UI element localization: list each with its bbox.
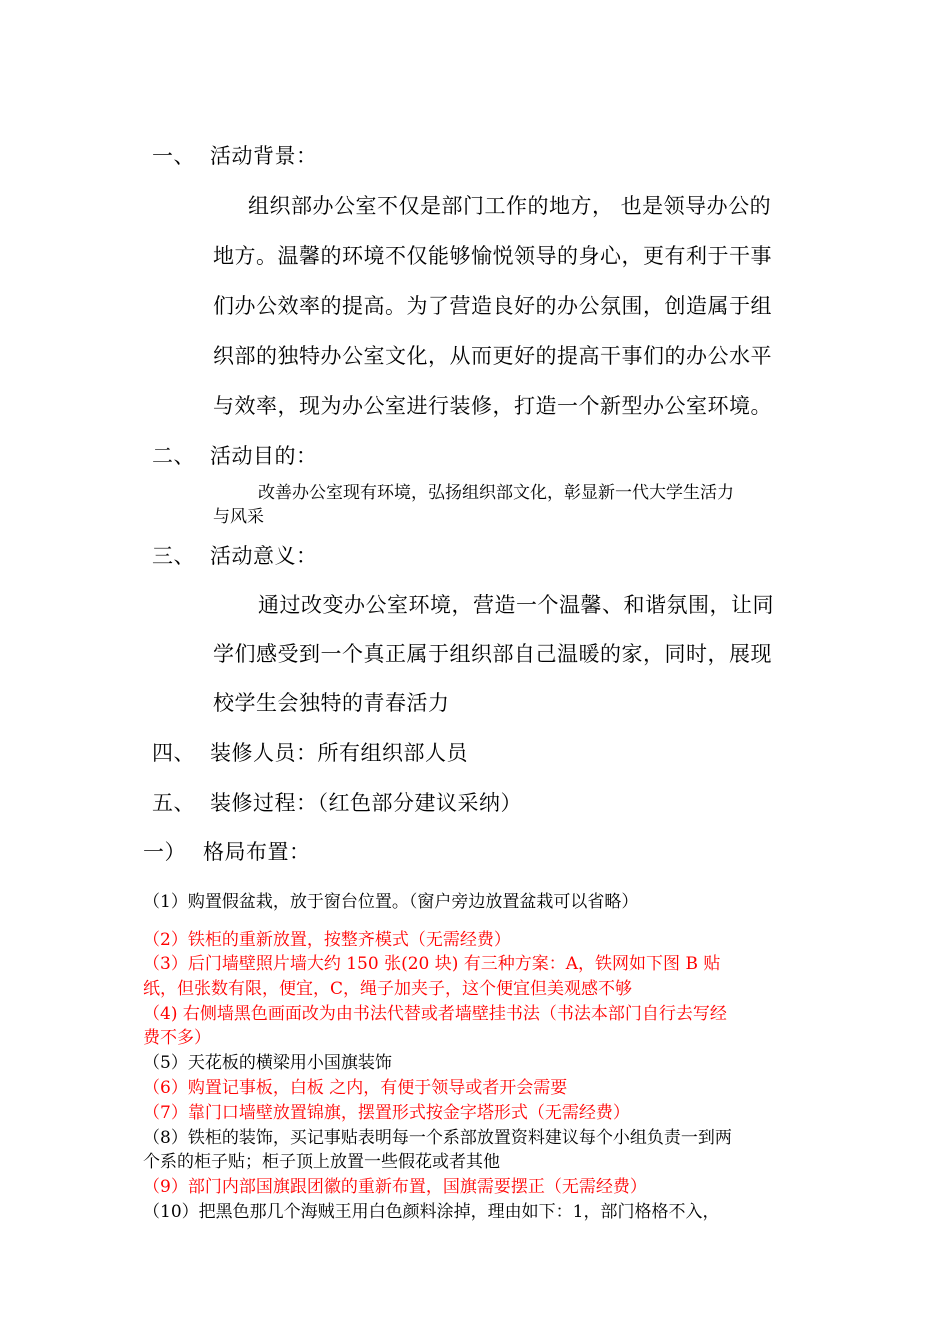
section-2-heading (152, 440, 318, 470)
section-1-heading (152, 140, 318, 170)
subsection-1-number: 一） (143, 840, 186, 864)
section-2-title: 活动目的： (210, 444, 318, 468)
subsection-1-heading (143, 836, 311, 866)
meaning-line-2: 学们感受到一个真正属于组织部自己温暖的家，同时，展现 (213, 642, 772, 666)
section-3-number: 三、 (152, 544, 195, 568)
list-item-2: （2）铁柜的重新放置，按整齐模式（无需经费） (143, 930, 511, 950)
section-4-number: 四、 (152, 741, 195, 765)
purpose-line-2: 与风采 (213, 507, 264, 527)
section-5-number: 五、 (152, 791, 195, 815)
list-item-9: （9）部门内部国旗跟团徽的重新布置，国旗需要摆正（无需经费） (143, 1177, 647, 1197)
background-line-1: 组织部办公室不仅是部门工作的地方， 也是领导办公的 (248, 194, 772, 218)
section-4-heading (152, 737, 468, 767)
list-item-5: （5）天花板的横梁用小国旗装饰 (143, 1053, 392, 1073)
subsection-1-title: 格局布置： (203, 840, 311, 864)
list-item-4: （4) 右侧墙黑色画面改为由书法代替或者墙壁挂书法（书法本部门自行去写经 (143, 1004, 727, 1024)
section-2-number: 二、 (152, 444, 195, 468)
list-item-6: （6）购置记事板，白板 之内，有便于领导或者开会需要 (143, 1078, 568, 1098)
section-1-number: 一、 (152, 144, 195, 168)
meaning-line-1: 通过改变办公室环境，营造一个温馨、和谐氛围，让同 (258, 593, 774, 617)
list-item-3: （3）后门墙壁照片墙大约 150 张(20 块) 有三种方案：A，铁网如下图 B 贴 (143, 954, 721, 974)
section-4-title: 装修人员：所有组织部人员 (210, 741, 468, 765)
background-line-5: 与效率，现为办公室进行装修，打造一个新型办公室环境。 (213, 394, 772, 418)
purpose-line-1: 改善办公室现有环境，弘扬组织部文化，彰显新一代大学生活力 (258, 483, 734, 503)
section-3-title: 活动意义： (210, 544, 318, 568)
background-line-4: 织部的独特办公室文化，从而更好的提高干事们的办公水平 (213, 344, 772, 368)
list-item-8-cont: 个系的柜子贴；柜子顶上放置一些假花或者其他 (143, 1152, 500, 1172)
background-line-2: 地方。温馨的环境不仅能够愉悦领导的身心，更有利于干事 (213, 244, 772, 268)
section-5-title: 装修过程：（红色部分建议采纳） (210, 791, 522, 815)
list-item-1: （1）购置假盆栽，放于窗台位置。（窗户旁边放置盆栽可以省略） (143, 892, 639, 912)
list-item-3-cont: 纸，但张数有限，便宜，C，绳子加夹子，这个便宜但美观感不够 (143, 979, 633, 999)
list-item-4-cont: 费不多） (143, 1028, 211, 1048)
list-item-8: （8）铁柜的装饰，买记事贴表明每一个系部放置资料建议每个小组负责一到两 (143, 1128, 732, 1148)
background-line-3: 们办公效率的提高。为了营造良好的办公氛围，创造属于组 (213, 294, 772, 318)
section-3-heading (152, 540, 318, 570)
list-item-10: （10）把黑色那几个海贼王用白色颜料涂掉，理由如下：1，部门格格不入， (143, 1202, 720, 1222)
section-5-heading (152, 787, 522, 817)
meaning-line-3: 校学生会独特的青春活力 (213, 691, 450, 715)
list-item-7: （7）靠门口墙壁放置锦旗，摆置形式按金字塔形式（无需经费） (143, 1103, 630, 1123)
section-1-title: 活动背景： (210, 144, 318, 168)
